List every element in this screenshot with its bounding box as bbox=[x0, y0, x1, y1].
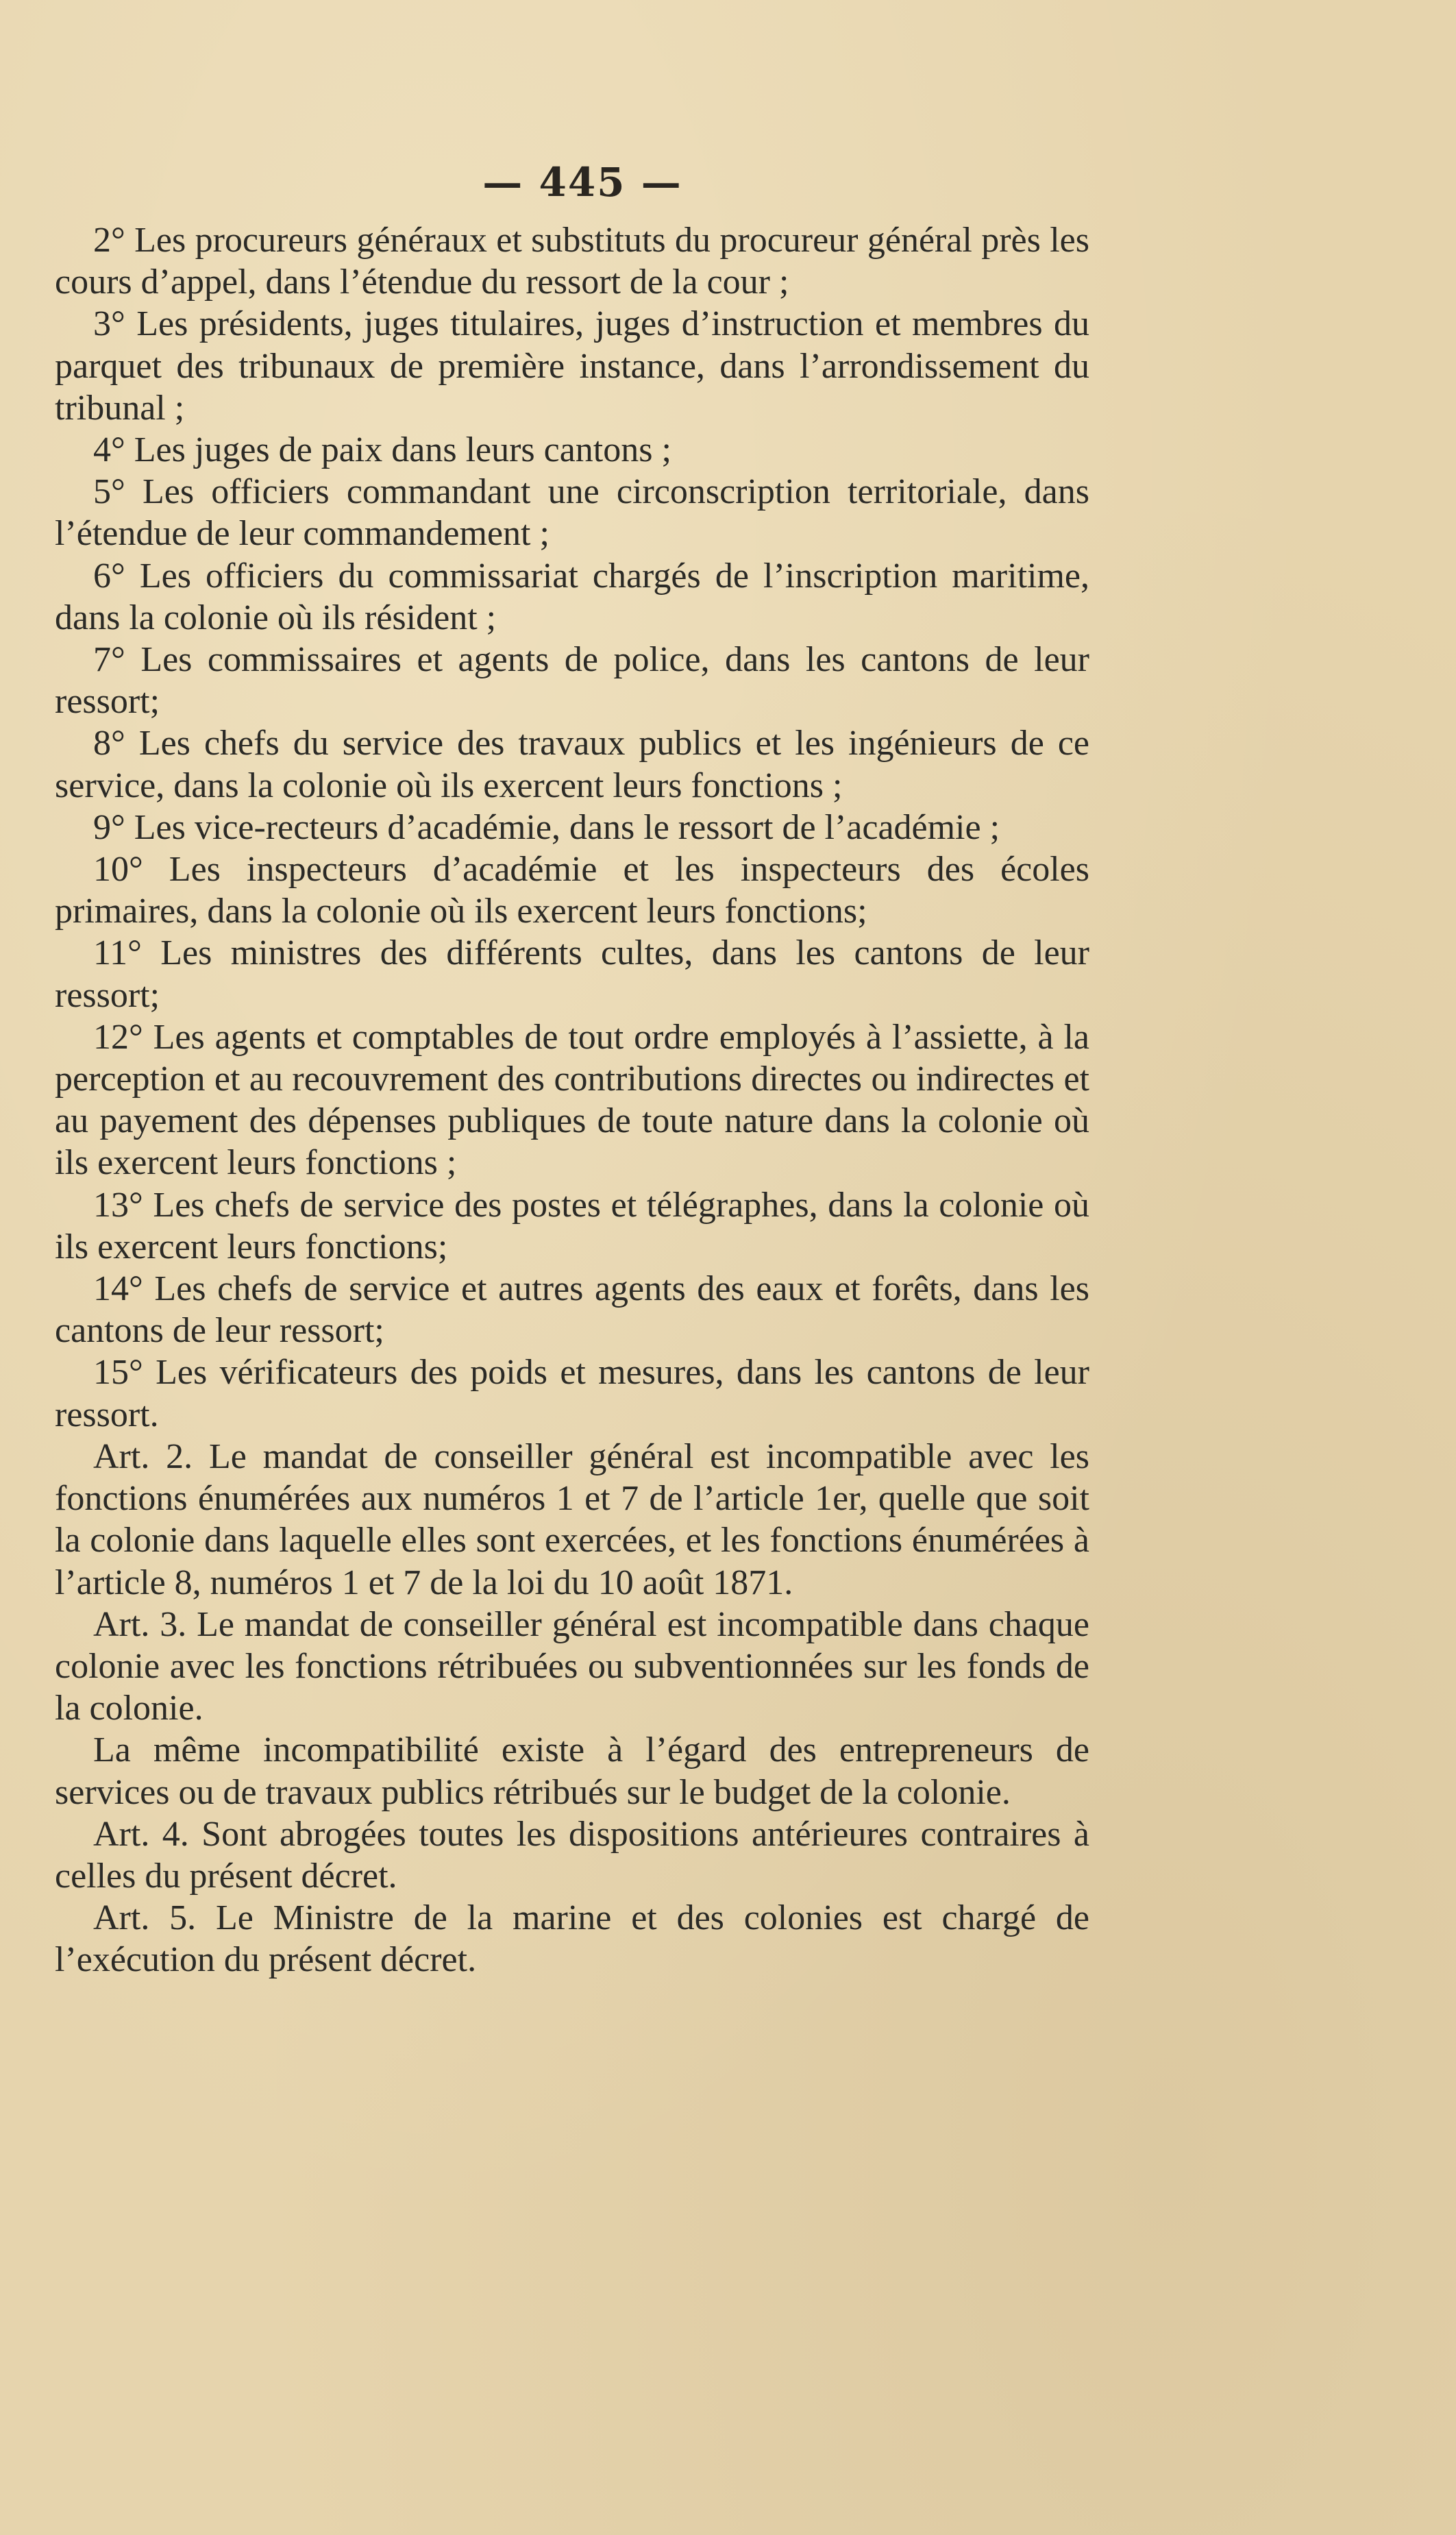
article-3-paragraph: Art. 3. Le mandat de conseiller général est incompatible dans chaque colonie avec les fonctions rétribuées ou subventionnées sur les fonds de la colonie. bbox=[55, 1604, 1089, 1728]
paragraph-item-12: 12° Les agents et comptables de tout ordre employés à l’assiette, à la perception et au recouvrement des contributions directes ou indirectes et au payement des dépenses publiques de toute nature dans la colonie où ils exercent leurs fonctions ; bbox=[55, 1017, 1089, 1183]
article-5-paragraph: Art. 5. Le Ministre de la marine et des colonies est chargé de l’exécution du présent décret. bbox=[55, 1898, 1089, 1980]
page-number: — 445 — bbox=[482, 159, 682, 206]
paragraph-item-15: 15° Les vérificateurs des poids et mesures, dans les cantons de leur ressort. bbox=[55, 1353, 1089, 1434]
paragraph-item-9: 9° Les vice-recteurs d’académie, dans le ressort de l’académie ; bbox=[93, 807, 1000, 847]
paragraph-item-10: 10° Les inspecteurs d’académie et les inspecteurs des écoles primaires, dans la colonie où ils exercent leurs fonctions; bbox=[55, 850, 1089, 931]
paragraph-item-11: 11° Les ministres des différents cultes, dans les cantons de leur ressort; bbox=[55, 933, 1089, 1015]
paragraph-item-7: 7° Les commissaires et agents de police, dans les cantons de leur ressort; bbox=[55, 640, 1089, 722]
paragraph-item-8: 8° Les chefs du service des travaux publics et les ingénieurs de ce service, dans la colonie où ils exercent leurs fonctions ; bbox=[55, 724, 1089, 805]
body-text bbox=[55, 219, 1089, 1981]
paragraph-item-4: 4° Les juges de paix dans leurs cantons ; bbox=[93, 430, 671, 470]
paragraph-item-6: 6° Les officiers du commissariat chargés de l’inscription maritime, dans la colonie où ils résident ; bbox=[55, 556, 1089, 637]
paragraph-item-2: 2° Les procureurs généraux et substituts du procureur général près les cours d’appel, dans l’étendue du ressort de la cour ; bbox=[55, 221, 1089, 302]
paragraph-item-5: 5° Les officiers commandant une circonscription territoriale, dans l’étendue de leur commandement ; bbox=[55, 472, 1089, 554]
article-3-second-paragraph: La même incompatibilité existe à l’égard des entrepreneurs de services ou de travaux publics rétribués sur le budget de la colonie. bbox=[55, 1730, 1089, 1812]
paragraph-item-14: 14° Les chefs de service et autres agents des eaux et forêts, dans les cantons de leur ressort; bbox=[55, 1269, 1089, 1351]
paragraph-item-13: 13° Les chefs de service des postes et télégraphes, dans la colonie où ils exercent leurs fonctions; bbox=[55, 1185, 1089, 1266]
article-4-paragraph: Art. 4. Sont abrogées toutes les dispositions antérieures contraires à celles du présent décret. bbox=[55, 1814, 1089, 1896]
paragraph-item-3: 3° Les présidents, juges titulaires, juges d’instruction et membres du parquet des tribunaux de première instance, dans l’arrondissement du tribunal ; bbox=[55, 304, 1089, 428]
article-2-paragraph: Art. 2. Le mandat de conseiller général est incompatible avec les fonctions énumérées aux numéros 1 et 7 de l’article 1er, quelle que soit la colonie dans laquelle elles sont exercées, et les fonctions énumérées à l’article 8, numéros 1 et 7 de la loi du 10 août 1871. bbox=[55, 1436, 1089, 1602]
